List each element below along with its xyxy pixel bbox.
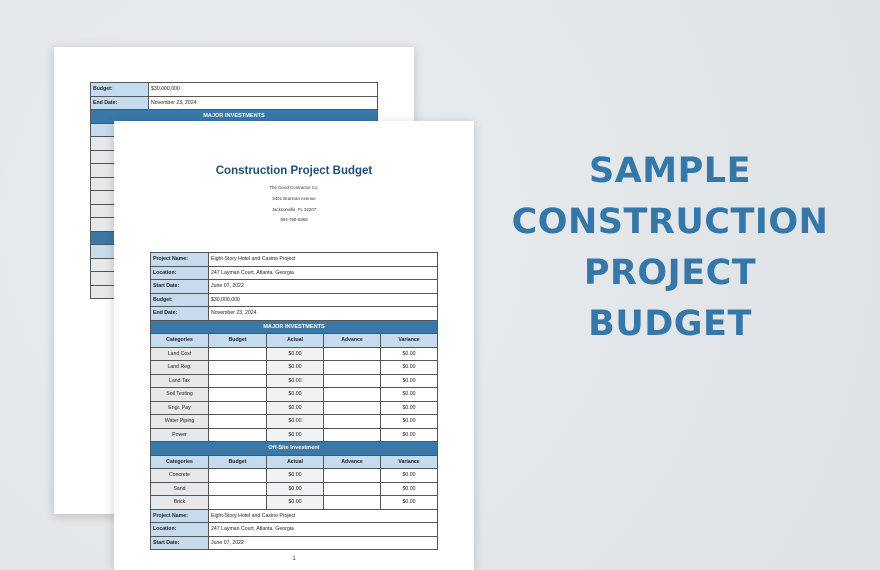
budget-cell (209, 496, 267, 510)
budget-cell (209, 347, 267, 361)
table-row (151, 415, 438, 429)
advance-cell (324, 428, 381, 442)
info-row (151, 536, 438, 550)
actual-cell: $0.00 (267, 428, 324, 442)
column-header: Advance (324, 334, 381, 348)
section-title: MAJOR INVESTMENTS (151, 320, 438, 334)
column-header: Budget (209, 334, 267, 348)
section-header (151, 320, 438, 334)
info-row (151, 266, 438, 280)
category-cell: Power (151, 428, 209, 442)
info-value: November 23, 2024 (149, 96, 378, 110)
advance-cell (324, 401, 381, 415)
column-header: Actual (267, 334, 324, 348)
advance-cell (324, 347, 381, 361)
variance-cell: $0.00 (381, 469, 438, 483)
column-header: Variance (381, 334, 438, 348)
budget-cell (209, 388, 267, 402)
variance-cell: $0.00 (381, 496, 438, 510)
info-value: Eight-Story Hotel and Casino Project (209, 509, 438, 523)
info-row (151, 293, 438, 307)
info-row (151, 307, 438, 321)
info-label: Location: (151, 523, 209, 537)
advance-cell (324, 482, 381, 496)
column-header: Categories (151, 334, 209, 348)
headline-line: CONSTRUCTION (511, 202, 829, 242)
budget-cell (209, 415, 267, 429)
variance-cell: $0.00 (381, 428, 438, 442)
info-value: June 07, 2022 (209, 280, 438, 294)
info-value: $30,000,000 (209, 293, 438, 307)
actual-cell: $0.00 (267, 496, 324, 510)
category-cell: Land Reg. (151, 361, 209, 375)
info-label: Budget: (151, 293, 209, 307)
advance-cell (324, 388, 381, 402)
info-row (91, 83, 378, 97)
variance-cell: $0.00 (381, 374, 438, 388)
info-label: Project Name: (151, 253, 209, 267)
category-cell: Sand (151, 482, 209, 496)
document-title: Construction Project Budget (215, 165, 373, 177)
info-label: End Date: (91, 96, 149, 110)
budget-cell (209, 482, 267, 496)
info-label: Start Date: (151, 536, 209, 550)
info-row (91, 96, 378, 110)
budget-cell (209, 374, 267, 388)
variance-cell: $0.00 (381, 482, 438, 496)
advance-cell (324, 415, 381, 429)
info-value: $30,000,000 (149, 83, 378, 97)
actual-cell: $0.00 (267, 482, 324, 496)
actual-cell: $0.00 (267, 361, 324, 375)
budget-table (150, 252, 438, 550)
table-row (151, 347, 438, 361)
info-value: 247 Layman Court, Atlanta, Georgia (209, 523, 438, 537)
company-phone: 904-768-6868 (280, 217, 308, 222)
company-address-line1: 3401 Brannan Avenue (272, 196, 316, 201)
column-header: Advance (324, 455, 381, 469)
company-address-line2: Jacksonville, FL 32207 (271, 207, 317, 212)
actual-cell: $0.00 (267, 374, 324, 388)
section-title: Off-Site Investment (151, 442, 438, 456)
category-cell: Concrete (151, 469, 209, 483)
budget-cell (209, 361, 267, 375)
info-row (151, 280, 438, 294)
table-row (151, 361, 438, 375)
table-row (151, 401, 438, 415)
actual-cell: $0.00 (267, 347, 324, 361)
variance-cell: $0.00 (381, 401, 438, 415)
info-row (151, 509, 438, 523)
info-label: Project Name: (151, 509, 209, 523)
budget-cell (209, 469, 267, 483)
table-row (151, 469, 438, 483)
column-header: Categories (151, 455, 209, 469)
page-number: 1 (292, 556, 296, 562)
info-label: End Date: (151, 307, 209, 321)
advance-cell (324, 496, 381, 510)
section-header (151, 442, 438, 456)
actual-cell: $0.00 (267, 388, 324, 402)
actual-cell: $0.00 (267, 469, 324, 483)
advance-cell (324, 374, 381, 388)
table-row (151, 388, 438, 402)
table-row (151, 496, 438, 510)
column-header: Variance (381, 455, 438, 469)
info-row (151, 523, 438, 537)
column-header: Actual (267, 455, 324, 469)
column-header-row (151, 334, 438, 348)
table-row (151, 374, 438, 388)
info-label: Location: (151, 266, 209, 280)
headline-line: PROJECT (583, 253, 757, 293)
category-cell: Brick (151, 496, 209, 510)
headline-line: SAMPLE (589, 151, 751, 191)
table-row (151, 482, 438, 496)
category-cell: Soil Testing (151, 388, 209, 402)
headline (500, 146, 840, 350)
front-document-page (114, 121, 474, 570)
category-cell: Land Tax (151, 374, 209, 388)
column-header-row (151, 455, 438, 469)
info-value: November 23, 2024 (209, 307, 438, 321)
variance-cell: $0.00 (381, 415, 438, 429)
category-cell: Land Cost (151, 347, 209, 361)
headline-line: BUDGET (588, 304, 752, 344)
variance-cell: $0.00 (381, 347, 438, 361)
info-row (151, 253, 438, 267)
info-label: Budget: (91, 83, 149, 97)
advance-cell (324, 361, 381, 375)
column-header: Budget (209, 455, 267, 469)
info-value: June 07, 2022 (209, 536, 438, 550)
info-value: 247 Layman Court, Atlanta, Georgia (209, 266, 438, 280)
actual-cell: $0.00 (267, 415, 324, 429)
category-cell: Engr. Pay (151, 401, 209, 415)
budget-cell (209, 401, 267, 415)
actual-cell: $0.00 (267, 401, 324, 415)
company-name: The Good Contractor Co. (269, 185, 319, 190)
budget-cell (209, 428, 267, 442)
table-row (151, 428, 438, 442)
variance-cell: $0.00 (381, 388, 438, 402)
info-value: Eight-Story Hotel and Casino Project (209, 253, 438, 267)
info-label: Start Date: (151, 280, 209, 294)
advance-cell (324, 469, 381, 483)
section-title: MAJOR INVESTMENTS (91, 110, 378, 124)
category-cell: Water Piping (151, 415, 209, 429)
variance-cell: $0.00 (381, 361, 438, 375)
